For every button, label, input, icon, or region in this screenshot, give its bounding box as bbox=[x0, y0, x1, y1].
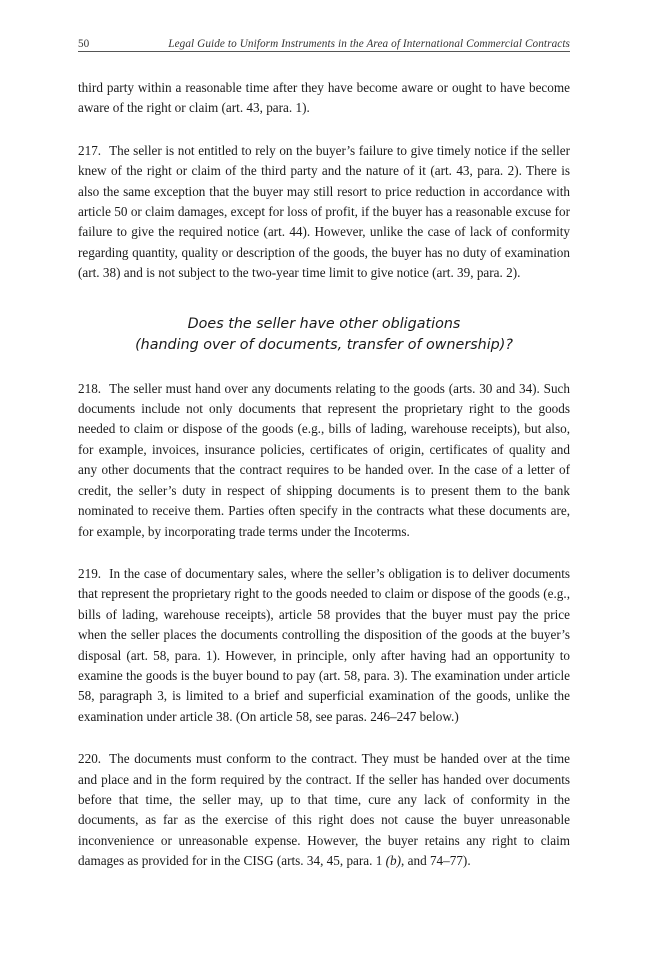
paragraph-219 bbox=[78, 564, 570, 727]
page-number: 50 bbox=[78, 38, 90, 50]
paragraph-number: 219. bbox=[78, 565, 102, 581]
paragraph-text: third party within a reasonable time after they have become aware or ought to have become aware of the right or claim (art. 43, para. 1). bbox=[78, 80, 570, 116]
heading-line-1: Does the seller have other obligations bbox=[187, 315, 461, 332]
paragraph-218 bbox=[78, 379, 570, 542]
section-heading bbox=[78, 314, 570, 356]
paragraph-text: The documents must conform to the contract. They must be handed over at the time and place and in the form required by the contract. If the seller has handed over documents before that time, the seller may, up to that time, cure any lack of conformity in the documents, as far as the exercise of this right does not cause the buyer unreasonable inconvenience or unreasonable expense. However, the buyer retains any right to claim damages as provided for in the CISG (arts. 34, 45, para. 1 bbox=[78, 751, 570, 869]
paragraph-text: In the case of documentary sales, where the seller’s obligation is to deliver documents that represent the proprietary right to the goods needed to claim or dispose of the goods (e.g., bills of lading, warehouse receipts), article 58 provides that the buyer must pay the price when the seller places the documents controlling the disposition of the goods at the buyer’s disposal (art. 58, para. 1). However, in principle, only after having had an opportunity to examine the goods is the buyer bound to pay (art. 58, para. 3). The examination under article 58, paragraph 3, is limited to a brief and superficial examination of the goods, unlike the examination under article 38. (On article 58, see paras. 246–247 below.) bbox=[78, 565, 570, 724]
running-header bbox=[78, 38, 570, 52]
paragraph-220 bbox=[78, 749, 570, 871]
paragraph-text-italic: (b) bbox=[385, 853, 402, 869]
paragraph-217 bbox=[78, 141, 570, 284]
paragraph-text: The seller is not entitled to rely on the buyer’s failure to give timely notice if the seller knew of the right or claim of the third party and the nature of it (art. 43, para. 2). There is also the same exception that the buyer may still resort to price reduction in accordance with article 50 or claim damages, except for loss of profit, if the buyer has a reasonable excuse for failure to give the required notice (art. 44). However, unlike the case of lack of conformity regarding quantity, quality or description of the goods, the buyer has no duty of examination (art. 38) and is not subject to the two-year time limit to give notice (art. 39, para. 2). bbox=[78, 142, 570, 281]
paragraph-text: The seller must hand over any documents relating to the goods (arts. 30 and 34). Such documents include not only documents that represent the proprietary right to the goods needed to claim or dispose of the goods (e.g., bills of lading, warehouse receipts), but also, for example, invoices, insurance policies, certificates of origin, certificates of quality and any other documents that the contract requires to be handed over. In the case of a letter of credit, the seller’s duty in respect of shipping documents is to present them to the bank nominated to receive them. Parties often specify in the contracts what these documents are, for example, by incorporating trade terms under the Incoterms. bbox=[78, 380, 570, 539]
document-page bbox=[78, 38, 570, 894]
body-text bbox=[78, 78, 570, 872]
paragraph-number: 218. bbox=[78, 380, 102, 396]
paragraph-number: 220. bbox=[78, 751, 102, 767]
paragraph-number: 217. bbox=[78, 142, 102, 158]
continued-paragraph bbox=[78, 78, 570, 119]
heading-line-2: (handing over of documents, transfer of ownership)? bbox=[135, 336, 513, 353]
running-title: Legal Guide to Uniform Instruments in the Area of International Commercial Contracts bbox=[168, 38, 570, 50]
paragraph-text-end: , and 74–77). bbox=[401, 853, 471, 869]
